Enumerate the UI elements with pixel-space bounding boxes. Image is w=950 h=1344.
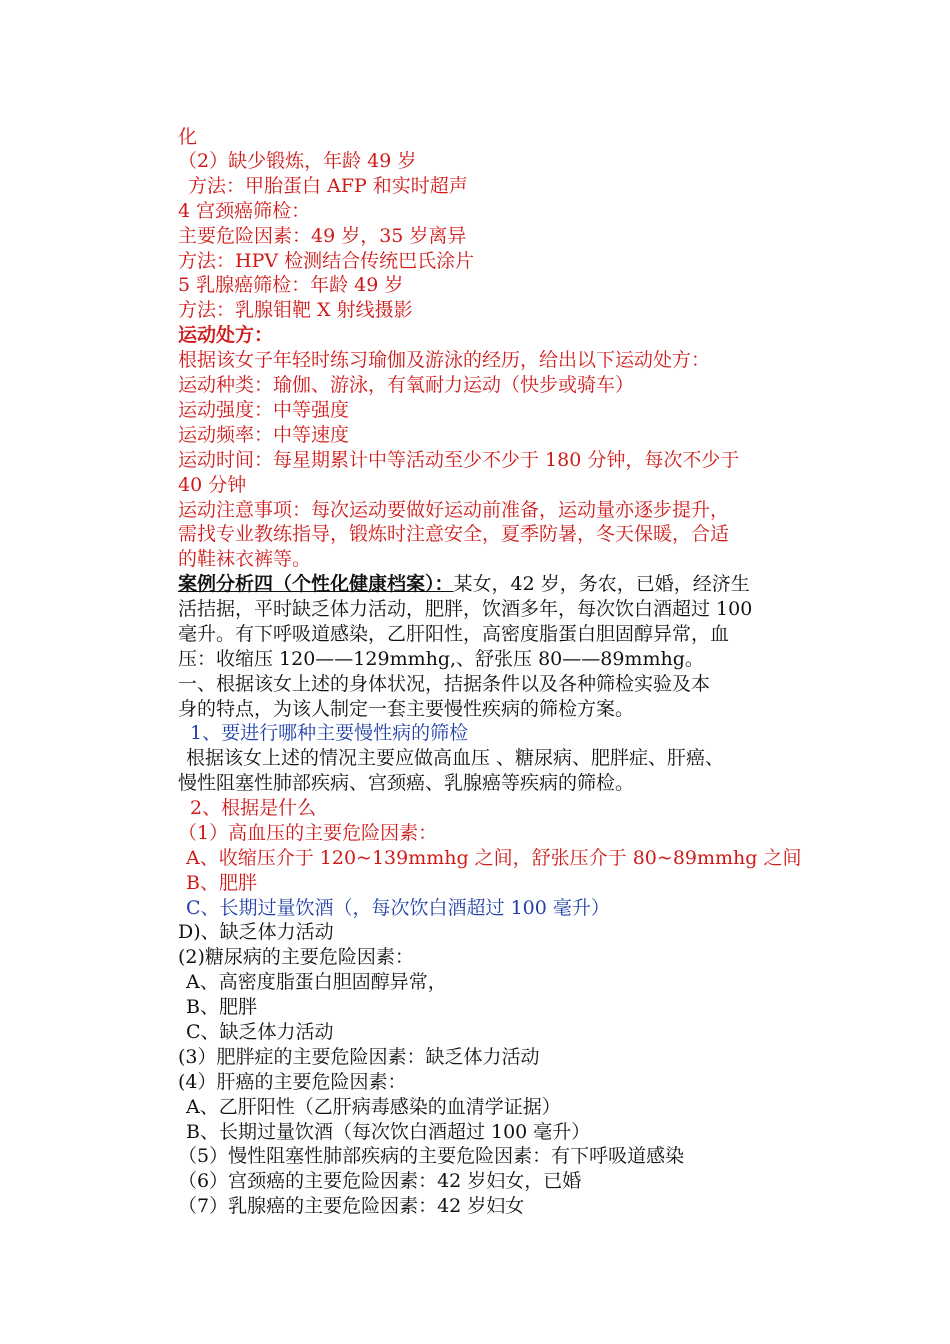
text-line: (3）肥胖症的主要危险因素：缺乏体力活动 (178, 1046, 540, 1068)
text-line: 慢性阻塞性肺部疾病、宫颈癌、乳腺癌等疾病的筛检。 (178, 772, 635, 794)
text-line: A、乙肝阳性（乙肝病毒感染的血清学证据） (186, 1096, 561, 1118)
text-line: (2)糖尿病的主要危险因素： (178, 946, 414, 968)
text-line: 运动种类：瑜伽、游泳，有氧耐力运动（快步或骑车） (178, 374, 635, 396)
text-line: D)、缺乏体力活动 (178, 921, 334, 943)
text-line: B、长期过量饮酒（每次饮白酒超过 100 毫升） (186, 1121, 591, 1143)
subheading-screening: 1、要进行哪种主要慢性病的筛检 (190, 722, 469, 744)
section-heading-exercise: 运动处方： (178, 324, 274, 346)
case-intro-text: 某女，42 岁，务农，已婚，经济生 (453, 573, 750, 595)
case-analysis-line (178, 572, 818, 596)
text-line: 方法：甲胎蛋白 AFP 和实时超声 (188, 175, 468, 197)
text-line: A、收缩压介于 120~139mmhg 之间，舒张压介于 80~89mmhg 之间 (186, 847, 802, 869)
text-line: 运动频率：中等速度 (178, 424, 350, 446)
subheading-basis: 2、根据是什么 (190, 797, 317, 819)
text-line: 方法：乳腺钼靶 X 射线摄影 (178, 299, 413, 321)
text-line: 活拮据，平时缺乏体力活动，肥胖，饮酒多年，每次饮白酒超过 100 (178, 598, 753, 620)
text-line: 运动注意事项：每次运动要做好运动前准备，运动量亦逐步提升， (178, 499, 730, 521)
text-line: 一、根据该女上述的身体状况，拮据条件以及各种筛检实验及本 (178, 673, 711, 695)
text-line: 运动时间：每星期累计中等活动至少不少于 180 分钟，每次不少于 (178, 449, 740, 471)
text-line: （2）缺少锻炼，年龄 49 岁 (178, 150, 417, 172)
text-line: C、缺乏体力活动 (186, 1021, 334, 1043)
text-line: 根据该女子年轻时练习瑜伽及游泳的经历，给出以下运动处方： (178, 349, 711, 371)
text-line: 5 乳腺癌筛检：年龄 49 岁 (178, 274, 404, 296)
text-line: （7）乳腺癌的主要危险因素：42 岁妇女 (178, 1195, 525, 1217)
text-line: （5）慢性阻塞性肺部疾病的主要危险因素：有下呼吸道感染 (178, 1145, 685, 1167)
text-line: 根据该女上述的情况主要应做高血压 、糖尿病、肥胖症、肝癌、 (186, 747, 725, 769)
text-line: B、肥胖 (186, 872, 257, 894)
text-line: （1）高血压的主要危险因素： (178, 822, 438, 844)
text-line: 4 宫颈癌筛检： (178, 200, 311, 222)
text-line: (4）肝癌的主要危险因素： (178, 1071, 407, 1093)
text-line: B、肥胖 (186, 996, 257, 1018)
text-line: 40 分钟 (178, 474, 247, 496)
text-line: 毫升。有下呼吸道感染，乙肝阳性，高密度脂蛋白胆固醇异常，血 (178, 623, 730, 645)
text-line: C、长期过量饮酒（，每次饮白酒超过 100 毫升） (186, 897, 610, 919)
text-line: 化 (178, 126, 198, 148)
text-line: 的鞋袜衣裤等。 (178, 548, 312, 570)
text-line: 压：收缩压 120——129mmhg,、舒张压 80——89mmhg。 (178, 648, 704, 670)
text-line: 主要危险因素：49 岁，35 岁离异 (178, 225, 467, 247)
text-line: 需找专业教练指导，锻炼时注意安全，夏季防暑，冬天保暖，合适 (178, 523, 730, 545)
text-line: 运动强度：中等强度 (178, 399, 350, 421)
case-analysis-heading: 案例分析四（个性化健康档案）： (178, 573, 454, 595)
text-line: 身的特点，为该人制定一套主要慢性疾病的筛检方案。 (178, 698, 635, 720)
text-line: A、高密度脂蛋白胆固醇异常， (186, 971, 447, 993)
text-line: （6）宫颈癌的主要危险因素：42 岁妇女，已婚 (178, 1170, 582, 1192)
text-line: 方法：HPV 检测结合传统巴氏涂片 (178, 250, 475, 272)
